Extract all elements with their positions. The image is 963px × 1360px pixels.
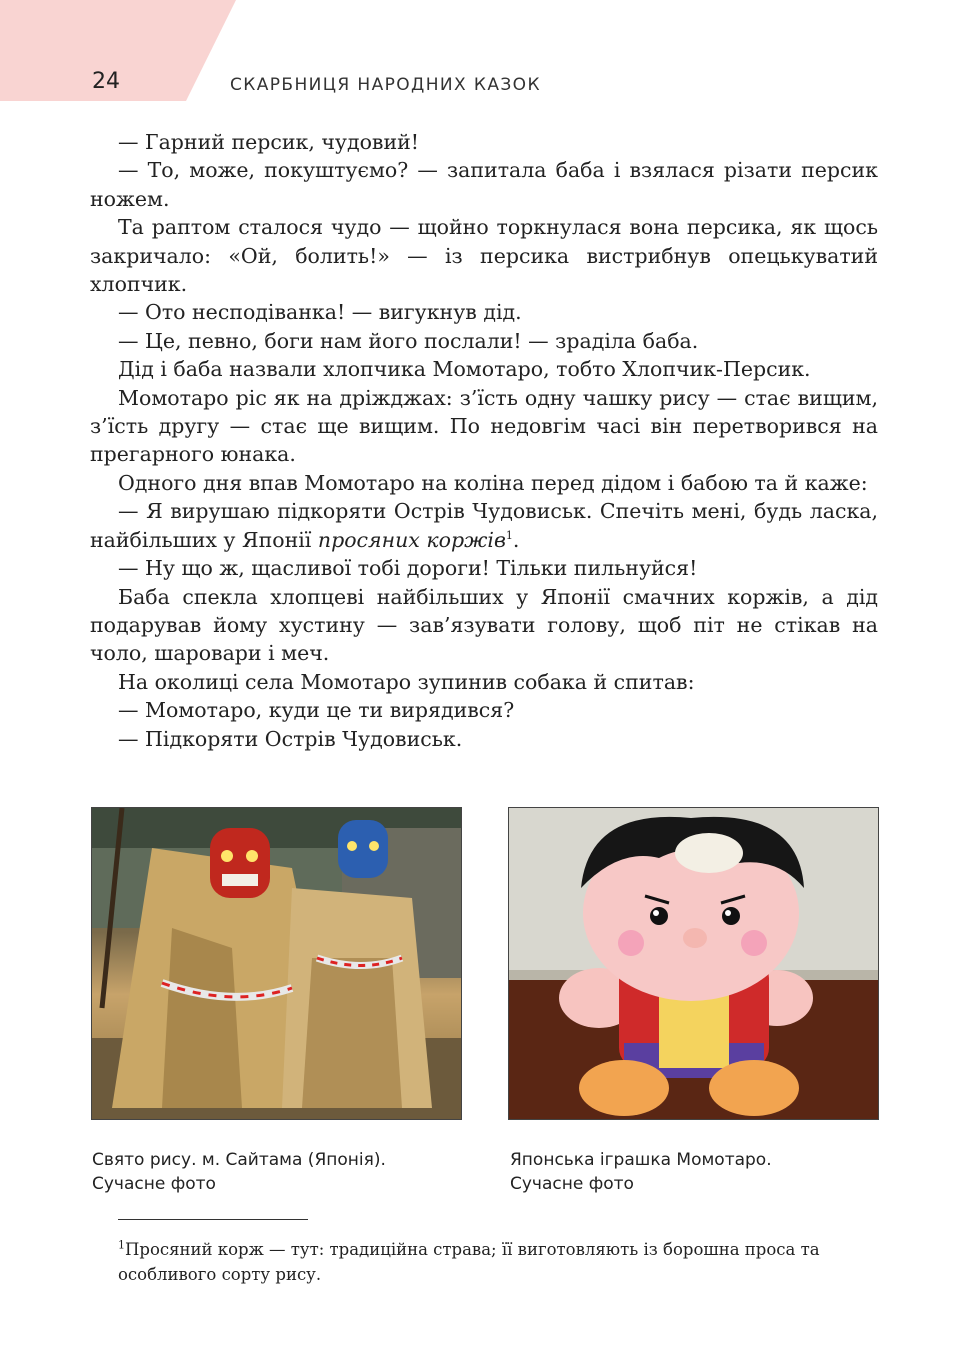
footnote-ref[interactable]: 1 <box>505 528 513 542</box>
paragraph: — То, може, покуштуємо? — запитала баба і взялася різати персик ножем. <box>90 158 878 211</box>
figure-caption <box>510 1148 890 1196</box>
caption-line: Свято рису. м. Сайтама (Японія). <box>92 1150 386 1170</box>
footnote-marker: 1 <box>118 1238 125 1252</box>
paragraph: Баба спекла хлопцеві найбільших у Японії смачних коржів, а дід подарував йому хустину — зав’язувати голову, щоб піт не стікав на чоло, шаровари і меч. <box>90 584 878 666</box>
italic-term: просяних коржів <box>317 527 506 552</box>
paragraph: — Ото несподіванка! — вигукнув дід. <box>118 300 522 325</box>
rice-festival-photo <box>91 807 462 1120</box>
paragraph <box>90 497 878 554</box>
paragraph: Та раптом сталося чудо — щойно торкнулася вона персика, як щось закричало: «Ой, болить!» — із персика вистрибнув опецькуватий хлопчик. <box>90 215 878 297</box>
paragraph: На околиці села Момотаро зупинив собака й спитав: <box>118 669 695 694</box>
figure-caption <box>92 1148 472 1196</box>
paragraph: — Це, певно, боги нам його послали! — зраділа баба. <box>118 328 699 353</box>
footnote <box>118 1237 888 1287</box>
paragraph: Дід і баба назвали хлопчика Момотаро, тобто Хлопчик-Персик. <box>118 357 811 382</box>
momotaro-toy-photo <box>508 807 879 1120</box>
caption-line: Японська іграшка Момотаро. <box>510 1150 772 1170</box>
footnote-divider <box>118 1219 308 1220</box>
running-head: СКАРБНИЦЯ НАРОДНИХ КАЗОК <box>230 75 541 95</box>
footnote-text: Просяний корж — тут: традиційна страва; її виготовляють із борошна проса та особливого сорту рису. <box>118 1240 820 1284</box>
paragraph: Одного дня впав Момотаро на коліна перед дідом і бабою та й каже: <box>118 470 868 495</box>
paragraph: — Момотаро, куди це ти вирядився? <box>118 698 515 723</box>
paragraph: — Ну що ж, щасливої тобі дороги! Тільки пильнуйся! <box>118 556 698 581</box>
story-text <box>90 128 878 753</box>
paragraph: — Гарний персик, чудовий! <box>118 130 420 154</box>
paragraph: — Підкоряти Острів Чудовиськ. <box>118 726 463 751</box>
caption-line: Сучасне фото <box>92 1174 216 1194</box>
text-run: . <box>512 527 520 552</box>
paragraph: Момотаро ріс як на дріжджах: з’їсть одну чашку рису — стає вищим, з’їсть другу — стає ще вищим. По недовгім часі він перетворився на прегарного юнака. <box>90 385 878 467</box>
caption-line: Сучасне фото <box>510 1174 634 1194</box>
page-number: 24 <box>92 69 120 94</box>
text-run: — Я вирушаю підкоряти Острів Чудовиськ. Спечіть мені, будь ласка, найбільших у Японії <box>90 499 878 552</box>
